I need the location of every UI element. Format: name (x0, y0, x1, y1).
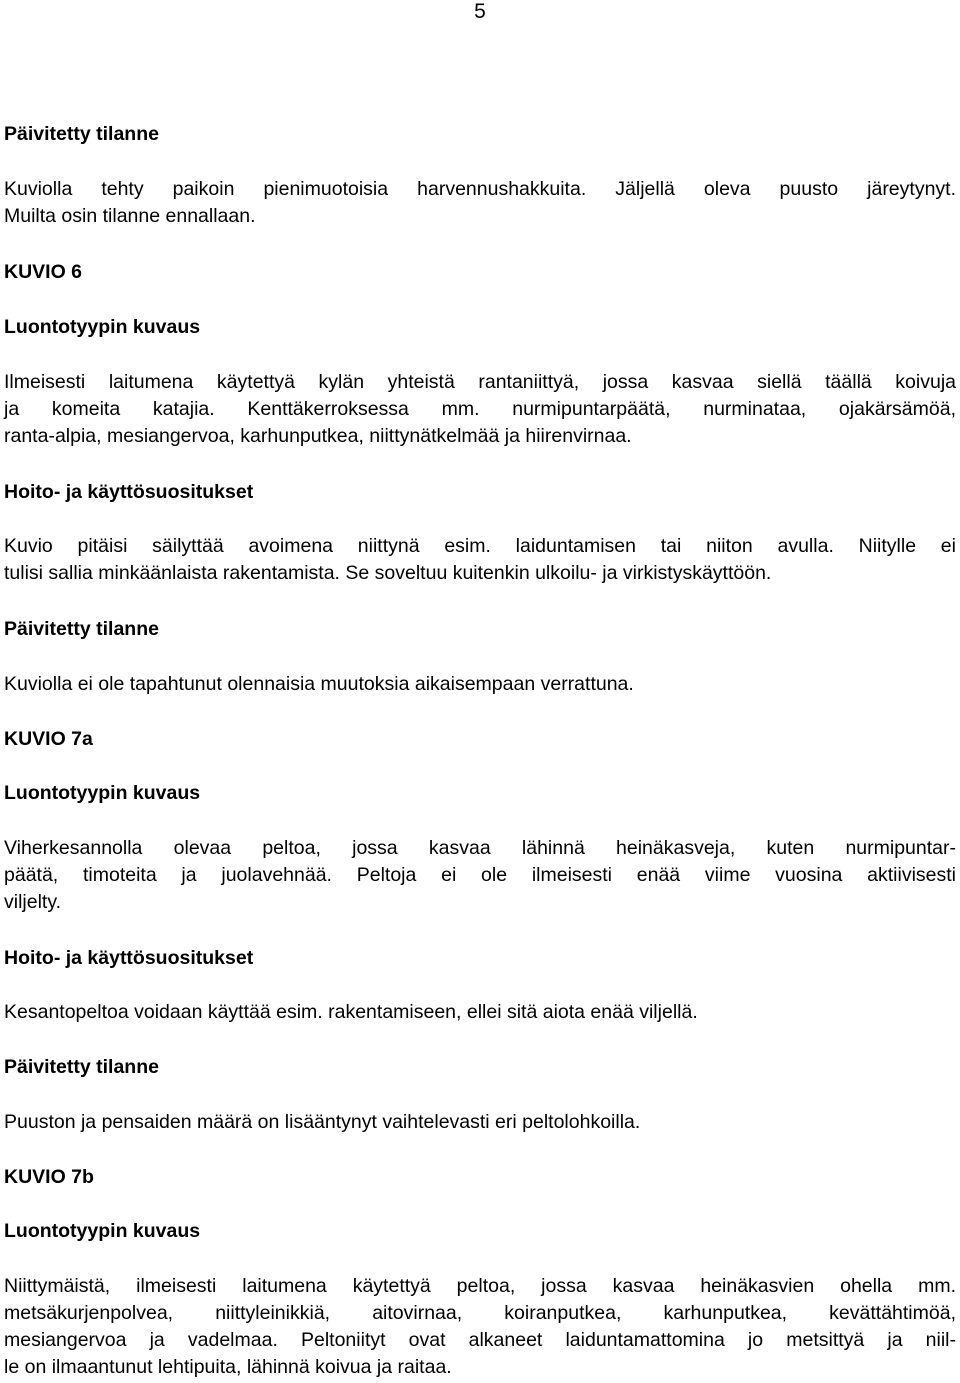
paragraph-line: Niittymäistä, ilmeisesti laitumena käytettyä peltoa, jossa kasvaa heinäkasvien ohella mm. (4, 1275, 956, 1297)
section-paragraph (4, 1273, 956, 1381)
section-paragraph (4, 1109, 956, 1136)
paragraph-line: päätä, timoteita ja juolavehnää. Peltoja ei ole ilmeisesti enää viime vuosina aktiivisesti (4, 864, 956, 886)
section-heading-kuvio-6: KUVIO 6 (4, 261, 83, 283)
section-paragraph (4, 671, 956, 698)
section-paragraph (4, 176, 956, 230)
section-heading-kuvio-7b: KUVIO 7b (4, 1166, 94, 1188)
paragraph-line: Kesantopeltoa voidaan käyttää esim. rakentamiseen, ellei sitä aiota enää viljellä. (4, 1001, 698, 1023)
paragraph-line: ja komeita katajia. Kenttäkerroksessa mm. nurmipuntarpäätä, nurminataa, ojakärsämöä, (4, 398, 956, 420)
section-paragraph (4, 369, 956, 450)
paragraph-line: tulisi sallia minkäänlaista rakentamista. Se soveltuu kuitenkin ulkoilu- ja virkistyskäyttöön. (4, 562, 772, 584)
section-paragraph (4, 835, 956, 916)
paragraph-line: Puuston ja pensaiden määrä on lisääntynyt vaihtelevasti eri peltolohkoilla. (4, 1111, 641, 1133)
paragraph-line: Kuviolla tehty paikoin pienimuotoisia harvennushakkuita. Jäljellä oleva puusto järeytynyt. (4, 178, 956, 200)
section-heading-care-recommendations: Hoito- ja käyttösuositukset (4, 481, 254, 503)
paragraph-line: mesiangervoa ja vadelmaa. Peltoniityt ovat alkaneet laiduntamattomina jo metsittyä ja niil- (4, 1329, 956, 1351)
section-heading-habitat-description: Luontotyypin kuvaus (4, 316, 201, 338)
section-heading-care-recommendations: Hoito- ja käyttösuositukset (4, 947, 254, 969)
paragraph-line: Viherkesannolla olevaa peltoa, jossa kasvaa lähinnä heinäkasveja, kuten nurmipuntar- (4, 837, 956, 859)
section-heading-habitat-description: Luontotyypin kuvaus (4, 1220, 201, 1242)
section-heading-habitat-description: Luontotyypin kuvaus (4, 782, 201, 804)
section-heading-updated-status: Päivitetty tilanne (4, 1056, 159, 1078)
section-heading-kuvio-7a: KUVIO 7a (4, 728, 93, 750)
paragraph-line: le on ilmaantunut lehtipuita, lähinnä koivua ja raitaa. (4, 1356, 452, 1378)
paragraph-line: Ilmeisesti laitumena käytettyä kylän yhteistä rantaniittyä, jossa kasvaa siellä täällä koivuja (4, 371, 956, 393)
section-heading-updated-status: Päivitetty tilanne (4, 618, 159, 640)
paragraph-line: Kuvio pitäisi säilyttää avoimena niittynä esim. laiduntamisen tai niiton avulla. Niitylle ei (4, 535, 956, 557)
paragraph-line: metsäkurjenpolvea, niittyleinikkiä, aitovirnaa, koiranputkea, karhunputkea, kevättähtimöä, (4, 1302, 956, 1324)
paragraph-line: viljelty. (4, 891, 62, 913)
page-number: 5 (474, 0, 486, 23)
section-heading-updated-status: Päivitetty tilanne (4, 123, 159, 145)
paragraph-line: Kuviolla ei ole tapahtunut olennaisia muutoksia aikaisempaan verrattuna. (4, 673, 634, 695)
paragraph-line: Muilta osin tilanne ennallaan. (4, 205, 256, 227)
paragraph-line: ranta-alpia, mesiangervoa, karhunputkea, niittynätkelmää ja hiirenvirnaa. (4, 425, 632, 447)
section-paragraph (4, 533, 956, 587)
section-paragraph (4, 999, 956, 1026)
